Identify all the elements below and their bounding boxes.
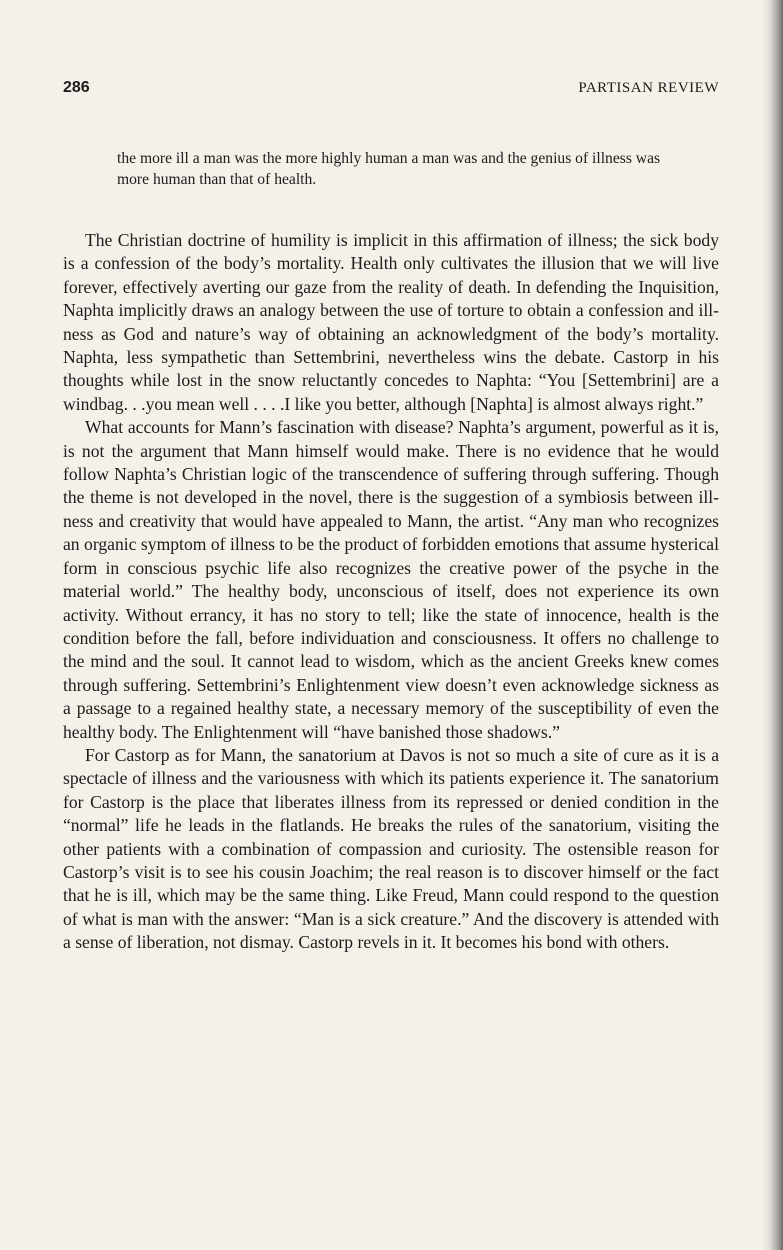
paragraph: The Christian doctrine of humility is implicit in this affirmation of illness; the sick body is a confession of the body’s mortality. Health only cultivates the illusion that we will live forever, effectively averting our gaze from the reality of death. In defending the Inquisition, Naphta implicitly draws an analogy between the use of torture to obtain a confession and illness as God and nature’s way of obtaining an acknowledgment of the body’s mortality. Naphta, less sympathetic than Settembrini, nevertheless wins the debate. Castorp in his thoughts while lost in the snow reluctantly concedes to Naphta: “You [Settembrini] are a windbag. . .you mean well . . . .I like you better, although [Naphta] is almost always right.”: [63, 230, 719, 414]
block-quote: [117, 148, 677, 190]
running-head: PARTISAN REVIEW: [578, 80, 719, 96]
book-spine-shadow: [761, 0, 783, 1250]
paragraph: For Castorp as for Mann, the sanatorium at Davos is not so much a site of cure as it is a spectacle of illness and the variousness with which its patients experience it. The sanatorium for Castorp is the place that liberates illness from its repressed or denied condition in the “normal” life he leads in the flatlands. He breaks the rules of the sanatorium, visiting the other patients with a combination of compassion and curiosity. The ostensible reason for Castorp’s visit is to see his cousin Joachim; the real reason is to discover himself or the fact that he is ill, which may be the same thing. Like Freud, Mann could respond to the question of what is man with the answer: “Man is a sick creature.” And the discovery is attended with a sense of liberation, not dismay. Castorp revels in it. It becomes his bond with others.: [63, 744, 719, 953]
page-header: [63, 79, 719, 101]
paragraph: What accounts for Mann’s fascination with disease? Naphta’s argument, powerful as it is, is not the argument that Mann himself would make. There is no evidence that he would follow Naphta’s Christian logic of the transcendence of suffering through suffering. Though the theme is not developed in the novel, there is the suggestion of a symbiosis between illness and creativity that would have appealed to Mann, the artist. “Any man who recognizes an organic symptom of illness to be the product of forbidden emotions that assume hysterical form in conscious psychic life also recognizes the creative power of the psyche in the material world.” The healthy body, unconscious of itself, does not experience its own activity. Without errancy, it has no story to tell; like the state of innocence, health is the condition before the fall, before individuation and consciousness. It offers no challenge to the mind and the soul. It cannot lead to wisdom, which as the ancient Greeks knew comes through suffering. Settembrini’s Enlightenment view doesn’t even acknowledge sickness as a passage to a regained healthy state, a necessary memory of the susceptibility of even the healthy body. The Enlightenment will “have banished those shadows.”: [63, 417, 719, 742]
body-text: [63, 229, 719, 955]
page-number: 286: [63, 79, 90, 96]
block-quote-text: the more ill a man was the more highly human a man was and the genius of illness was more human than that of health.: [117, 150, 661, 188]
